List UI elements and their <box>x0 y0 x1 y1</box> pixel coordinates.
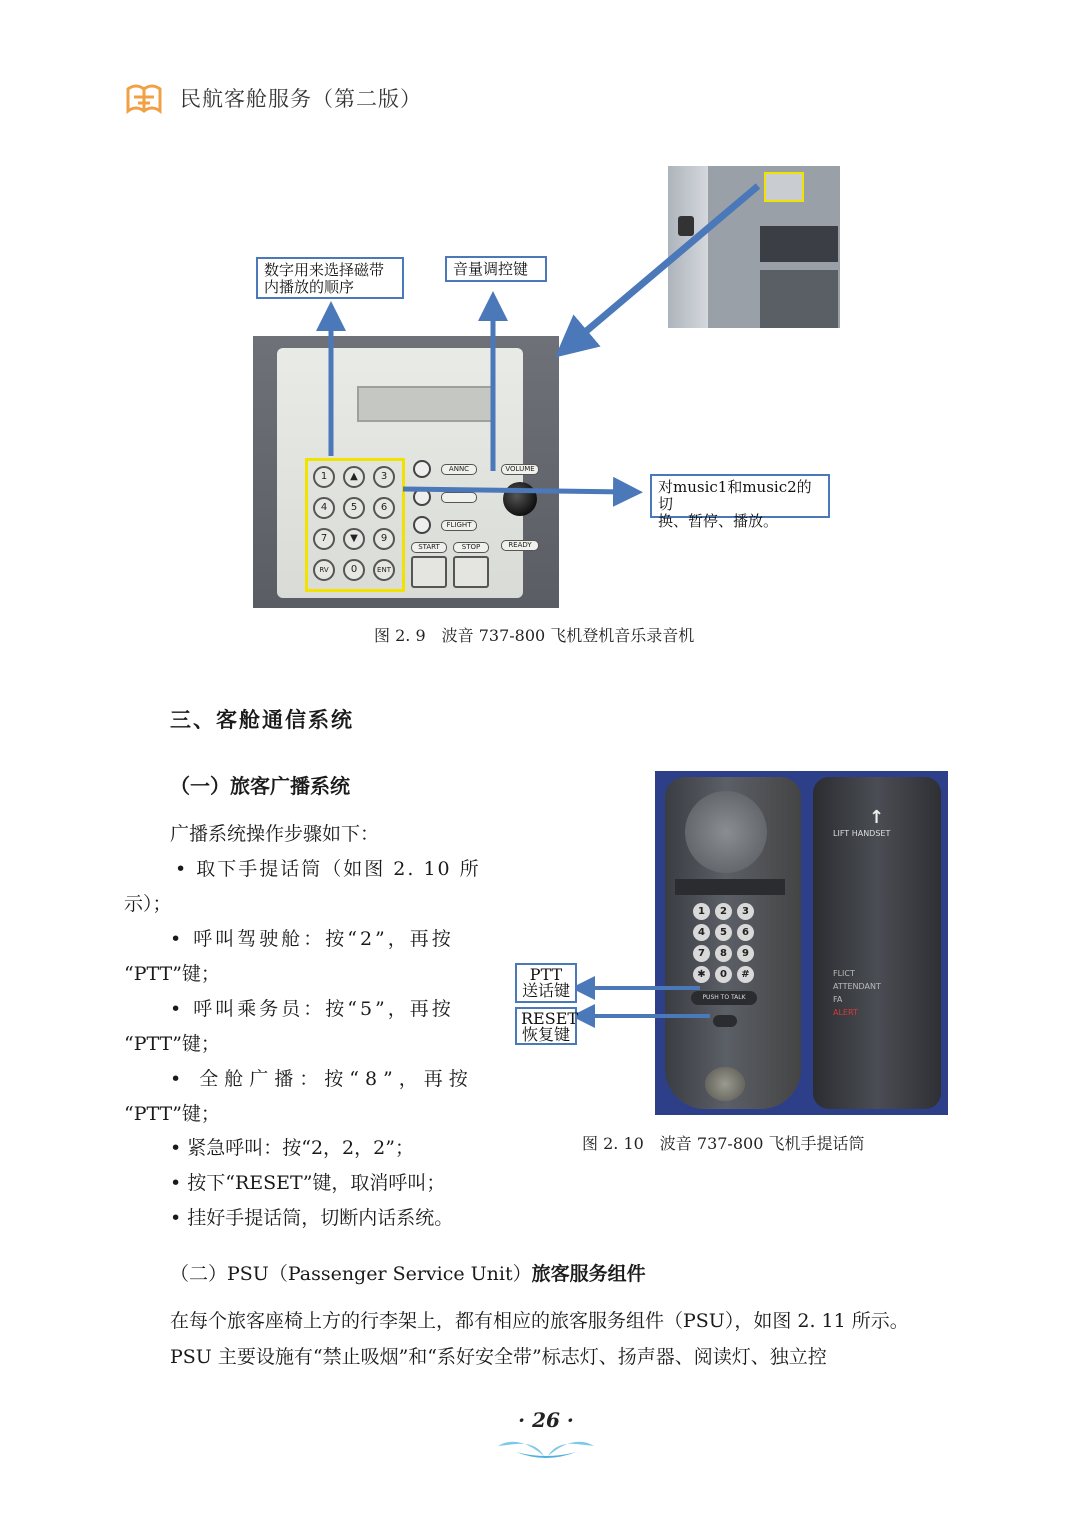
page-number: · 26 · <box>518 1408 574 1432</box>
volume-label: VOLUME <box>501 464 539 475</box>
handset-key-8: 8 <box>715 945 732 962</box>
handset-key-hash: # <box>737 966 754 983</box>
lift-handset-text: LIFT HANDSET <box>833 829 891 838</box>
cradle-item: ATTENDANT <box>833 982 881 991</box>
key-rv: RV <box>313 559 335 581</box>
book-title: 民航客舱服务（第二版） <box>180 87 422 111</box>
step-1-line2: 示）； <box>124 893 172 915</box>
wave-ornament-icon <box>496 1434 596 1462</box>
key-down: ▼ <box>343 528 365 550</box>
ready-label: READY <box>501 540 539 551</box>
step-6: • 按下“RESET”键，取消呼叫； <box>170 1172 446 1194</box>
callout-number-keys-line1: 数字用来选择磁带 <box>264 261 385 279</box>
cradle-item: FA <box>833 995 843 1004</box>
key-6: 6 <box>373 497 395 519</box>
section-heading: 三、客舱通信系统 <box>170 708 354 732</box>
flight-label: FLIGHT <box>441 520 477 531</box>
key-up: ▲ <box>343 466 365 488</box>
step-5: • 紧急呼叫：按“2，2，2”； <box>170 1137 414 1159</box>
callout-reset-line2: 恢复键 <box>521 1025 570 1044</box>
callout-music <box>650 474 830 530</box>
figure-2-10-caption: 图 2. 10 波音 737-800 飞机手提话筒 <box>582 1134 865 1153</box>
subsection-2-prefix: （二）PSU（Passenger Service Unit） <box>170 1263 532 1285</box>
step-2-line2: “PTT”键； <box>124 963 220 985</box>
psu-paragraph-line1: 在每个旅客座椅上方的行李架上，都有相应的旅客服务组件（PSU），如图 2. 11 所示。 <box>170 1310 909 1332</box>
step-2-line1: • 呼叫驾驶舱：按“2”，再按 <box>170 928 454 950</box>
handset-arrows <box>515 771 948 1115</box>
step-7: • 挂好手提话筒，切断内话系统。 <box>170 1207 454 1229</box>
ptt-button: PUSH TO TALK <box>691 991 757 1005</box>
key-5: 5 <box>343 497 365 519</box>
annotation-arrows <box>253 166 843 608</box>
callout-reset-line1: RESET <box>521 1009 579 1028</box>
figure-2-10 <box>515 771 948 1115</box>
callout-ptt <box>515 963 577 1003</box>
step-1-line1: • 取下手提话筒（如图 2. 10 所 <box>175 858 481 880</box>
handset-key-9: 9 <box>737 945 754 962</box>
handset-key-4: 4 <box>693 924 710 941</box>
callout-number-keys <box>256 257 404 299</box>
cradle-item: FLICT <box>833 969 855 978</box>
handset-key-star: ✱ <box>693 966 710 983</box>
figure-2-9-caption: 图 2. 9 波音 737-800 飞机登机音乐录音机 <box>374 626 695 645</box>
handset-key-2: 2 <box>715 903 732 920</box>
step-3-line2: “PTT”键； <box>124 1033 220 1055</box>
handset-key-6: 6 <box>737 924 754 941</box>
handset-key-1: 1 <box>693 903 710 920</box>
callout-music-line2: 换、暂停、播放。 <box>658 512 779 530</box>
subsection-1-heading: （一）旅客广播系统 <box>170 774 350 798</box>
key-4: 4 <box>313 497 335 519</box>
book-airplane-logo-icon <box>126 81 162 115</box>
callout-reset <box>515 1007 577 1045</box>
intro-text: 广播系统操作步骤如下： <box>170 823 380 845</box>
callout-ptt-line2: 送话键 <box>521 981 570 1000</box>
callout-ptt-line1: PTT <box>529 965 563 984</box>
stop-label: STOP <box>453 542 489 553</box>
handset-key-3: 3 <box>737 903 754 920</box>
key-0: 0 <box>343 559 365 581</box>
up-arrow-icon: ↑ <box>869 807 885 828</box>
running-header <box>126 80 422 116</box>
step-4-line2: “PTT”键； <box>124 1103 220 1125</box>
psu-paragraph-line2: PSU 主要设施有“禁止吸烟”和“系好安全带”标志灯、扬声器、阅读灯、独立控 <box>170 1346 827 1368</box>
callout-music-line1: 对music1和music2的切 <box>658 478 812 513</box>
cradle-item-alert: ALERT <box>833 1008 858 1017</box>
key-ent: ENT <box>373 559 395 581</box>
key-7: 7 <box>313 528 335 550</box>
key-1: 1 <box>313 466 335 488</box>
handset-key-7: 7 <box>693 945 710 962</box>
step-3-line1: • 呼叫乘务员：按“5”，再按 <box>170 998 454 1020</box>
callout-number-keys-line2: 内播放的顺序 <box>264 278 355 296</box>
step-4-line1: • 全舱广播：按“8”，再按 <box>170 1068 474 1090</box>
annc-label: ANNC <box>441 464 477 475</box>
start-label: START <box>411 542 447 553</box>
subsection-2-heading <box>170 1259 646 1286</box>
subsection-2-title: 旅客服务组件 <box>531 1263 646 1285</box>
handset-key-5: 5 <box>715 924 732 941</box>
callout-volume: 音量调控键 <box>445 256 547 282</box>
figure-2-9 <box>253 166 843 608</box>
key-9: 9 <box>373 528 395 550</box>
handset-key-0: 0 <box>715 966 732 983</box>
key-3: 3 <box>373 466 395 488</box>
